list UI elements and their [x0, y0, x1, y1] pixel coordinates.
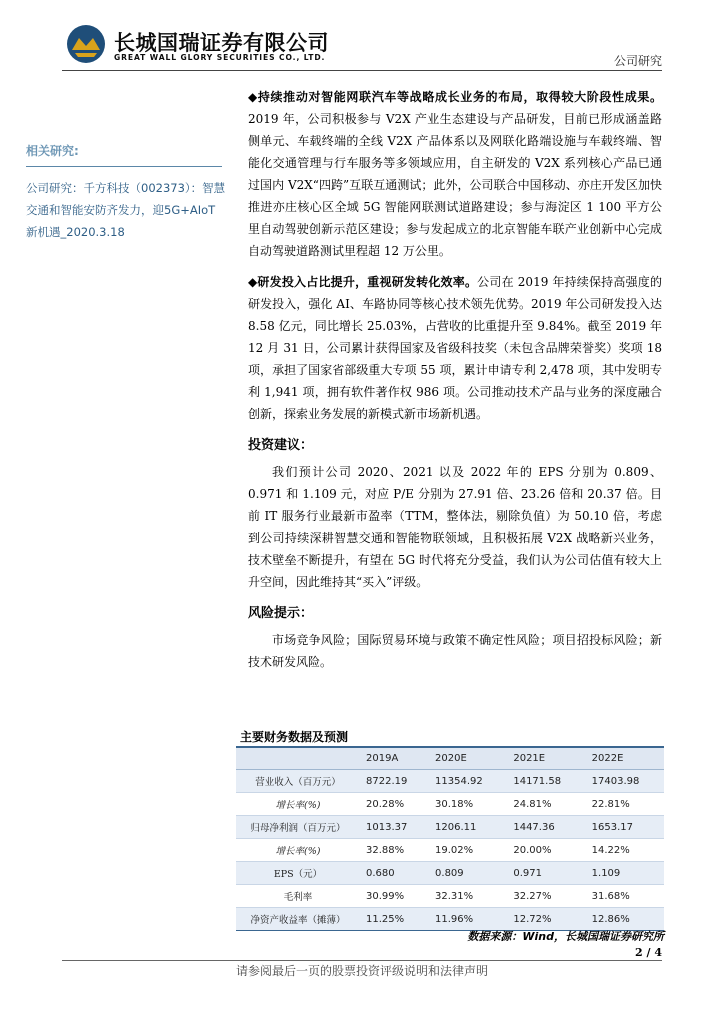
- row-label: 增长率(%): [236, 793, 360, 816]
- page-number: 2 / 4: [635, 946, 662, 959]
- table-cell: 31.68%: [586, 885, 664, 908]
- table-cell: 11354.92: [429, 770, 507, 793]
- paragraph-rnd: [248, 271, 662, 425]
- related-research-sidebar: [26, 142, 226, 243]
- row-label: 增长率(%): [236, 839, 360, 862]
- main-body: [248, 86, 662, 673]
- table-header-cell: 2019A: [360, 747, 429, 770]
- table-cell: 32.88%: [360, 839, 429, 862]
- table-row: [236, 885, 664, 908]
- table-cell: 11.96%: [429, 908, 507, 931]
- paragraph-v2x-heading: ◆持续推动对智能网联汽车等战略成长业务的布局，取得较大阶段性成果。: [248, 90, 662, 104]
- table-cell: 20.28%: [360, 793, 429, 816]
- table-cell: 8722.19: [360, 770, 429, 793]
- risk-warning-heading: 风险提示：: [248, 606, 314, 621]
- table-header-cell: 2022E: [586, 747, 664, 770]
- table-row: [236, 816, 664, 839]
- table-cell: 1206.11: [429, 816, 507, 839]
- row-label: 归母净利润（百万元）: [236, 816, 360, 839]
- table-cell: 32.27%: [507, 885, 585, 908]
- table-cell: 24.81%: [507, 793, 585, 816]
- footer-disclaimer: 请参阅最后一页的股票投资评级说明和法律声明: [235, 964, 488, 978]
- header-divider: [62, 70, 662, 71]
- table-cell: 14.22%: [586, 839, 664, 862]
- table-header-cell: [236, 747, 360, 770]
- table-header-cell: 2020E: [429, 747, 507, 770]
- table-cell: 0.971: [507, 862, 585, 885]
- row-label: 净资产收益率（摊薄）: [236, 908, 360, 931]
- page-header: [0, 0, 724, 80]
- financial-table-title: 主要财务数据及预测: [240, 730, 349, 744]
- paragraph-v2x: [248, 86, 662, 262]
- table-cell: 11.25%: [360, 908, 429, 931]
- table-row: [236, 862, 664, 885]
- company-name-en: GREAT WALL GLORY SECURITIES CO., LTD.: [114, 53, 326, 62]
- report-type-label: 公司研究: [613, 54, 662, 68]
- investment-advice-heading: 投资建议：: [248, 438, 314, 453]
- table-cell: 14171.58: [507, 770, 585, 793]
- table-cell: 22.81%: [586, 793, 664, 816]
- paragraph-rnd-heading: ◆研发投入占比提升，重视研发转化效率。: [248, 275, 478, 289]
- data-source-note: 数据来源：Wind，长城国瑞证券研究所: [467, 930, 664, 943]
- table-cell: 30.99%: [360, 885, 429, 908]
- table-row: [236, 793, 664, 816]
- table-cell: 12.86%: [586, 908, 664, 931]
- table-cell: 20.00%: [507, 839, 585, 862]
- table-cell: 0.809: [429, 862, 507, 885]
- table-cell: 1013.37: [360, 816, 429, 839]
- company-name-cn: 长城国瑞证券有限公司: [114, 31, 329, 55]
- investment-advice-text: 我们预计公司 2020、2021 以及 2022 年的 EPS 分别为 0.809、0.971 和 1.109 元，对应 P/E 分别为 27.91 倍、23.26 倍和 20.37 倍。目前 IT 服务行业最新市盈率（TTM，整体法，剔除负值）为 50.10 倍，考虑到公司持续深耕智慧交通和智能物联领域，且积极拓展 V2X 战略新兴业务，技术壁垒不断提升，有望在 5G 时代将充分受益，我们认为公司估值有较大上升空间，因此维持其“买入”评级。: [248, 465, 662, 589]
- table-row: [236, 770, 664, 793]
- paragraph-v2x-text: 2019 年，公司积极参与 V2X 产业生态建设与产品研发，目前已形成涵盖路侧单元、车载终端的全线 V2X 产品体系以及网联化路端设施与车载终端、智能化交通管理与行车服务等多领域应用，自主研发的 V2X 系列核心产品已通过国内 V2X“四跨”互联互通测试；此外，公司联合中国移动、亦庄开发区加快推进亦庄核心区全域 5G 智能网联测试道路建设；参与海淀区 1 100 平方公里自动驾驶创新示范区建设；参与发起成立的北京智能车联产业创新中心完成自动驾驶道路测试里程超 12 万公里。: [248, 112, 662, 258]
- row-label: 营业收入（百万元）: [236, 770, 360, 793]
- footer-divider: [62, 960, 662, 961]
- table-cell: 1447.36: [507, 816, 585, 839]
- table-cell: 30.18%: [429, 793, 507, 816]
- table-cell: 17403.98: [586, 770, 664, 793]
- table-row: [236, 839, 664, 862]
- paragraph-rnd-text: 公司在 2019 年持续保持高强度的研发投入，强化 AI、车路协同等核心技术领先优势。2019 年公司研发投入达 8.58 亿元，同比增长 25.03%，占营收的比重提升至 9.84%。截至 2019 年 12 月 31 日，公司累计获得国家及省级科技奖（未包含品牌荣誉奖）奖项 18 项，承担了国家省部级重大专项 55 项，累计申请专利 2,478 项，其中发明专利 1,941 项，拥有软件著作权 986 项。公司推动技术产品与业务的深度融合创新，探索业务发展的新模式新市场新机遇。: [248, 275, 663, 421]
- table-cell: 32.31%: [429, 885, 507, 908]
- table-header-cell: 2021E: [507, 747, 585, 770]
- financial-table: [236, 746, 664, 931]
- related-research-title: 相关研究:: [26, 144, 79, 158]
- table-cell: 1.109: [586, 862, 664, 885]
- sidebar-divider: [26, 166, 222, 167]
- table-cell: 1653.17: [586, 816, 664, 839]
- related-research-link[interactable]: 公司研究：千方科技（002373）：智慧交通和智能安防齐发力，迎5G+AIoT新机遇_2020.3.18: [26, 181, 226, 239]
- risk-warning-text: 市场竞争风险；国际贸易环境与政策不确定性风险；项目招投标风险；新技术研发风险。: [248, 633, 662, 669]
- company-logo-icon: [66, 24, 106, 64]
- table-cell: 19.02%: [429, 839, 507, 862]
- row-label: EPS（元）: [236, 862, 360, 885]
- table-header-row: [236, 747, 664, 770]
- table-cell: 0.680: [360, 862, 429, 885]
- table-cell: 12.72%: [507, 908, 585, 931]
- row-label: 毛利率: [236, 885, 360, 908]
